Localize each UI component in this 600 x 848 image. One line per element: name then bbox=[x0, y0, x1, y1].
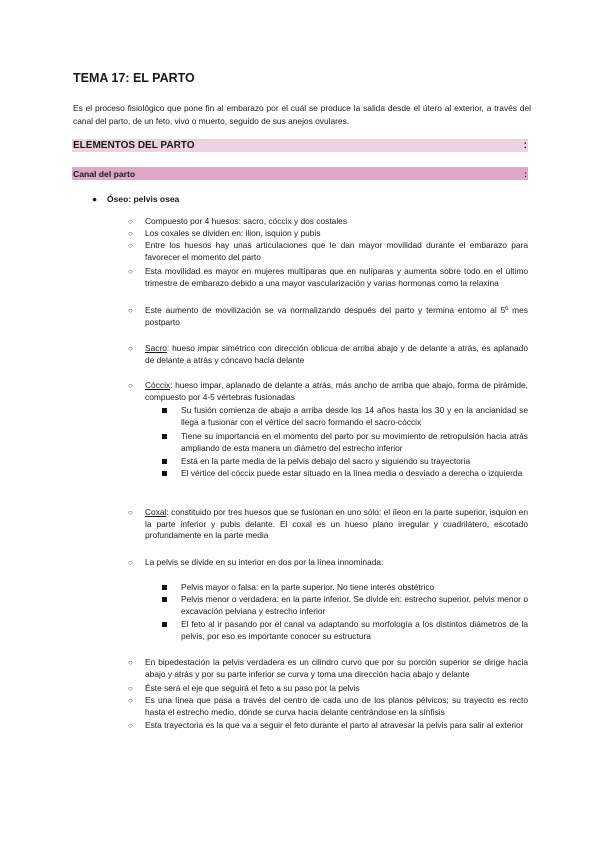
list-item bbox=[128, 683, 528, 695]
list-item-text: En bipedestación la pelvis verdadera es un cilindro curvo que por su porción superior se dirige hacia abajo y atrás y por su parte inferior se curva y toma una dirección hacia abajo y delante bbox=[145, 657, 528, 679]
list-item-text: Esta movilidad es mayor en mujeres multíparas que en nulíparas y aumenta sobre todo en el último trimestre de embarazo debido a una mayor vascularización y varias hormonas como la relaxina bbox=[145, 266, 528, 288]
sub-list-item-text: Su fusión comienza de abajo a arriba desde los 14 años hasta los 30 y en la ancianidad se llega a fusionar con el vértice del sacro formando el sacro-cóccix bbox=[181, 405, 528, 427]
list-item-text: Éste será el eje que seguirá el feto a su paso por la pelvis bbox=[145, 683, 360, 693]
sub-list-item bbox=[181, 431, 528, 454]
sub-list-item-text: Pelvis menor o verdadera: en la parte inferior. Se divide en: estrecho superior, pelvis menor o excavación pelviana y estrecho inferior bbox=[181, 594, 528, 616]
list-item-text: Es una línea que pasa a través del centro de cada uno de los planos pélvicos; su trayecto es recto hasta el estrecho medio, dónde se curva hacia delante centrándose en la sínfisis bbox=[145, 695, 528, 717]
coccix-definition: : hueso impar, aplanado de delante a atrás, más ancho de arriba que abajo, forma de pirámide, compuesto por 4-5 vértebras fusionadas bbox=[145, 380, 528, 402]
sub-list-item bbox=[181, 405, 528, 428]
sacro-definition: : hueso impar simétrico con dirección oblicua de arriba abajo y de delante a atrás, es aplanado de delante a atrás y cóncavo hacia delante bbox=[145, 343, 528, 365]
term-coxal: Coxal bbox=[145, 507, 167, 517]
list-item-label: Óseo: pelvis osea bbox=[107, 194, 180, 204]
term-sacro: Sacro bbox=[145, 343, 167, 353]
square-bullet-icon bbox=[162, 434, 167, 439]
list-item-coxal bbox=[128, 507, 528, 542]
page-title: TEMA 17: EL PARTO bbox=[73, 71, 195, 85]
list-item bbox=[128, 305, 528, 328]
sub-list-item-text: El vértice del cóccix puede estar situado en la línea media o desviado a derecha o izquierda bbox=[181, 468, 523, 478]
list-item-coccix bbox=[128, 380, 528, 403]
circle-bullet-icon: ○ bbox=[128, 721, 133, 730]
circle-bullet-icon: ○ bbox=[128, 558, 133, 567]
sub-list-item bbox=[181, 468, 528, 480]
circle-bullet-icon: ○ bbox=[128, 267, 133, 276]
list-item bbox=[128, 228, 528, 240]
list-item bbox=[128, 266, 528, 289]
subsection-header bbox=[72, 167, 528, 180]
list-item-text: Este aumento de movilización se va normalizando después del parto y termina entorno al 5º mes postparto bbox=[145, 305, 528, 327]
bullet-icon: ● bbox=[92, 194, 98, 204]
sub-list-item-text: Pelvis mayor o falsa: en la parte superior. No tiene interés obstétrico bbox=[181, 582, 435, 592]
sub-list-item-text: El feto al ir pasando por el canal va adaptando su morfología a los distintos diámetros de la pelvis, por eso es importante conocer su estructura bbox=[181, 619, 528, 641]
list-item-text: Los coxales se dividen en: ilion, isquion y pubis bbox=[145, 228, 321, 238]
list-item-text: Esta trayectoria es la que va a seguir el feto durante el parto al atravesar la pelvis para salir al exterior bbox=[145, 720, 524, 730]
list-item-text: Compuesto por 4 huesos: sacro, cóccix y dos costales bbox=[145, 216, 348, 226]
sub-list-item bbox=[181, 582, 528, 594]
circle-bullet-icon: ○ bbox=[128, 508, 133, 517]
circle-bullet-icon: ○ bbox=[128, 381, 133, 390]
square-bullet-icon bbox=[162, 597, 167, 602]
circle-bullet-icon: ○ bbox=[128, 306, 133, 315]
section-label: ELEMENTOS DEL PARTO bbox=[73, 140, 195, 151]
list-item bbox=[128, 557, 528, 569]
list-item bbox=[128, 695, 528, 718]
circle-bullet-icon: ○ bbox=[128, 696, 133, 705]
intro-paragraph: Es el proceso fisiológico que pone fin al embarazo por el cuál se produce la salida desde el útero al exterior, a través del canal del parto, de un feto, vivo o muerto, seguido de sus anejos ovulares. bbox=[73, 103, 531, 126]
square-bullet-icon bbox=[162, 471, 167, 476]
circle-bullet-icon: ○ bbox=[128, 229, 133, 238]
square-bullet-icon bbox=[162, 408, 167, 413]
list-item bbox=[128, 657, 528, 680]
circle-bullet-icon: ○ bbox=[128, 344, 133, 353]
list-item-sacro bbox=[128, 343, 528, 366]
sub-list-item bbox=[181, 619, 528, 642]
section-header bbox=[72, 139, 528, 152]
subsection-label: Canal del parto bbox=[73, 168, 136, 179]
list-item-text: Entre los huesos hay unas articulaciones que le dan mayor movilidad durante el embarazo para favorecer el momento del parto bbox=[145, 240, 528, 262]
list-item bbox=[128, 216, 528, 228]
circle-bullet-icon: ○ bbox=[128, 241, 133, 250]
square-bullet-icon bbox=[162, 585, 167, 590]
sub-list-item bbox=[181, 594, 528, 617]
sub-list-item-text: Tiene su importancia en el momento del parto por su movimiento de retropulsión hacia atrás ampliando de esta manera un diámetro del estrecho inferior bbox=[181, 431, 528, 453]
list-item bbox=[128, 720, 528, 732]
section-colon: : bbox=[523, 140, 527, 151]
circle-bullet-icon: ○ bbox=[128, 684, 133, 693]
circle-bullet-icon: ○ bbox=[128, 658, 133, 667]
sub-list-item bbox=[181, 456, 528, 468]
square-bullet-icon bbox=[162, 459, 167, 464]
sub-list-item-text: Está en la parte media de la pelvis debajo del sacro y siguiendo su trayectoria bbox=[181, 456, 471, 466]
list-item bbox=[128, 240, 528, 263]
circle-bullet-icon: ○ bbox=[128, 217, 133, 226]
subsection-colon: : bbox=[524, 168, 527, 179]
list-item-text: La pelvis se divide en su interior en dos por la línea innominada: bbox=[145, 557, 384, 567]
term-coccix: Cóccix bbox=[145, 380, 171, 390]
square-bullet-icon bbox=[162, 622, 167, 627]
coxal-definition: : constituido por tres huesos que se fusionan en uno sólo: el íleon en la parte superior, isquion en la parte inferior y pubis delante. El coxal es un hueso plano irregular y cuadrilátero, escotado profundamente en la parte media bbox=[145, 507, 528, 541]
